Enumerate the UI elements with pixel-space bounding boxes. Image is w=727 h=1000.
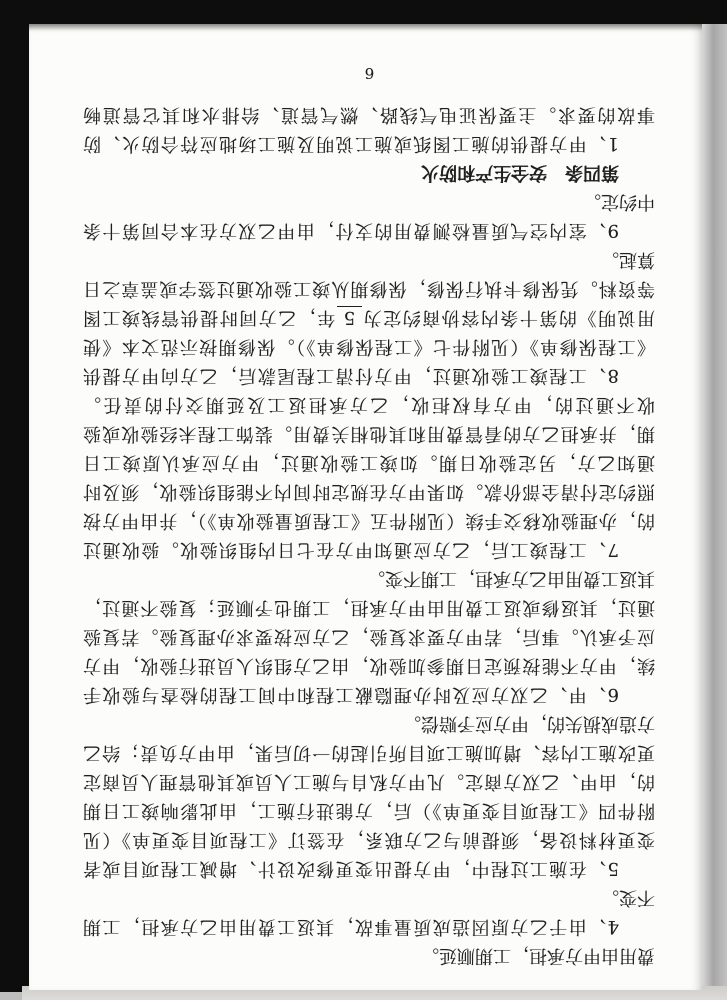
page-content-rotated-180 (83, 64, 655, 970)
page-edge-shadow (29, 24, 702, 31)
scanner-edge-top (0, 0, 727, 24)
text-line: 照约定付清全部价款。如果甲方在规定时间内不能组织验收，须及时 (83, 481, 655, 502)
text-line: 事故的要求。主要保证电气线路、燃气管道、给排水和其它管道畅 (83, 104, 655, 125)
text-line: 附件四《工程项目变更单》）后，方能进行施工，由此影响竣工日期 (83, 800, 655, 821)
text-line: 1、甲方提供的施工图纸或施工说明及施工场地应符合防火、防 (83, 133, 619, 154)
scanner-edge-left (0, 0, 29, 992)
text-line: 通过，其返修或返工费用由甲方承担，工期也予顺延；复验不通过， (83, 597, 655, 618)
text-line: 费用由甲方承担，工期顺延。 (421, 945, 655, 966)
text-line (83, 303, 655, 332)
text-line: 变更材料设备，须提前与乙方联系，在签订《工程项目变更单》（见 (83, 829, 655, 850)
text-line: 5、在施工过程中，甲方提出变更修改设计、增减工程项目或者 (83, 858, 619, 879)
text-line: 9、室内空气质量检测费用的支付，由甲乙双方在本合同第十条 (83, 220, 619, 241)
text-line: 《工程保修单》（见附件七《工程保修单》）。保修期按示范文本《使 (83, 336, 655, 357)
text-line: 方造成损失的，甲方应予赔偿。 (403, 713, 655, 734)
text-segment: 年，乙方同时提供管线竣工图 (82, 307, 337, 328)
page-curl-shadow (702, 24, 727, 1000)
text-line: 的，办理验收移交手续（见附件五《工程质量验收单》），并由甲方按 (83, 510, 655, 531)
text-line: 不变。 (601, 887, 655, 908)
text-line: 7、工程竣工后，乙方应通知甲方在七日内组织验收。验收通过 (83, 539, 619, 560)
text-line: 4、由于乙方原因造成质量事故，其返工费用由乙方承担，工期 (83, 916, 619, 937)
text-line: 其返工费用由乙方承担，工期不变。 (367, 568, 655, 589)
text-line: 通知乙方，另定验收日期。如竣工验收通过，甲方应承认原竣工日 (83, 452, 655, 473)
text-line: 中约定。 (583, 191, 655, 212)
text-line: 更改施工内容、增加施工项目所引起的一切后果，由甲方负责；给乙 (83, 742, 655, 763)
text-lines (83, 100, 655, 970)
text-line: 应予承认。事后，若甲方要求复验，乙方应按要求办理复验。若复验 (83, 626, 655, 647)
text-segment: 用说明》的第十条内容协商约定为 (362, 307, 655, 328)
page-number: 6 (363, 64, 375, 82)
section-heading: 第四条 安全生产和防火 (421, 162, 619, 183)
filled-blank-warranty-years: 5 (337, 306, 362, 328)
contract-page (29, 24, 702, 990)
text-line: 8、工程竣工验收通过，甲方付清工程尾款后，乙方向甲方提供 (83, 365, 619, 386)
text-line: 收不通过的，甲方有权拒收，乙方承担返工及延期交付的责任。 (83, 394, 655, 415)
text-line: 6、甲、乙双方应及时办理隐蔽工程和中间工程的检查与验收手 (83, 684, 619, 705)
text-line: 等资料。凭保修卡执行保修，保修期从竣工验收通过签字或盖章之日 (83, 278, 655, 299)
text-line: 的，由甲、乙双方商定。凡甲方私自与施工人员或其他管理人员商定 (83, 771, 655, 792)
text-line: 算起。 (601, 249, 655, 270)
text-line: 期，并承担乙方的看管费用和其他相关费用。装饰工程未经验收或验 (83, 423, 655, 444)
text-line: 续，甲方不能按预定日期参加验收，由乙方组织人员进行验收，甲方 (83, 655, 655, 676)
